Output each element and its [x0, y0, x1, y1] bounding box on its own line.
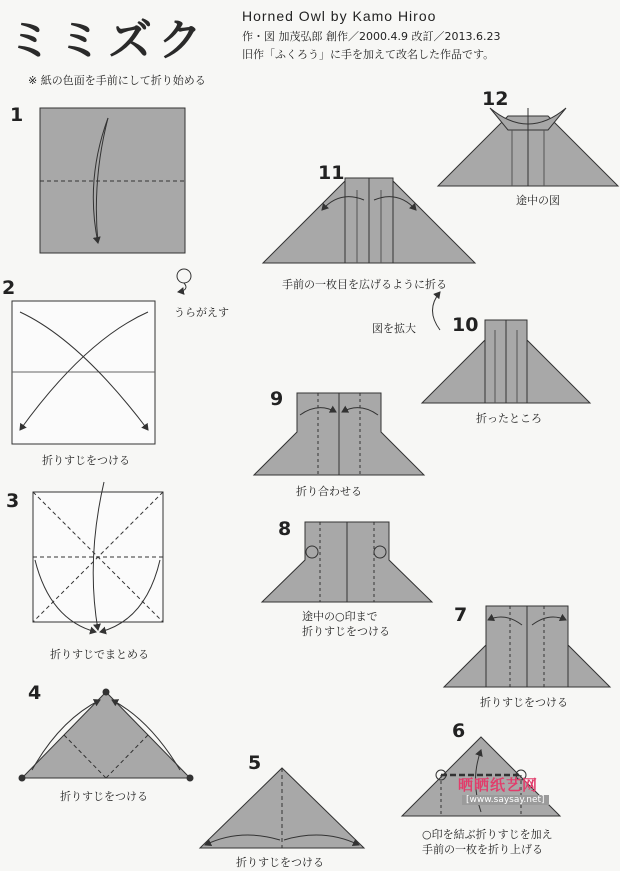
step5-diagram — [200, 768, 364, 848]
step-number: 7 — [454, 604, 468, 626]
step6-caption-2: 手前の一枚を折り上げる — [422, 843, 543, 856]
start-note: ※ 紙の色面を手前にして折り始める — [28, 74, 206, 87]
page-title: ミミズク — [8, 15, 208, 66]
history-line: 旧作「ふくろう」に手を加えて改名した作品です。 — [242, 48, 495, 61]
credits-line: 作・図 加茂弘郎 創作／2000.4.9 改訂／2013.6.23 — [242, 30, 501, 43]
step-number: 3 — [6, 490, 20, 512]
step10-extra: 図を拡大 — [372, 322, 416, 335]
step2-caption: 折りすじをつける — [42, 454, 130, 467]
step2-diagram — [12, 269, 191, 444]
step-number: 5 — [248, 752, 262, 774]
step10-diagram — [422, 292, 590, 403]
step8-caption-1: 途中の○印まで — [302, 610, 378, 623]
step-number: 8 — [278, 518, 292, 540]
step4-caption: 折りすじをつける — [60, 790, 148, 803]
watermark-site: 晒晒纸艺网 — [458, 776, 539, 794]
step12-diagram — [438, 108, 618, 186]
step-number: 6 — [452, 720, 466, 742]
step8-caption-2: 折りすじをつける — [302, 625, 390, 638]
step9-caption: 折り合わせる — [296, 485, 362, 498]
step-number: 4 — [28, 682, 42, 704]
step-number: 12 — [482, 88, 509, 110]
step4-diagram — [19, 689, 193, 781]
step3-caption: 折りすじでまとめる — [50, 648, 149, 661]
step11-caption: 手前の一枚目を広げるように折る — [282, 278, 447, 291]
step11-diagram — [263, 178, 475, 263]
step6-caption-1: ○印を結ぶ折りすじを加え — [422, 828, 553, 841]
step7-caption: 折りすじをつける — [480, 696, 568, 709]
step-number: 10 — [452, 314, 479, 336]
step-number: 1 — [10, 104, 24, 126]
step1-diagram — [40, 108, 185, 253]
step10-caption: 折ったところ — [476, 412, 542, 425]
step2-extra: うらがえす — [174, 306, 229, 319]
english-title: Horned Owl by Kamo Hiroo — [242, 8, 437, 24]
watermark-url: [www.saysay.net] — [462, 795, 549, 805]
step-number: 9 — [270, 388, 284, 410]
step-number: 11 — [318, 162, 345, 184]
step3-diagram — [33, 482, 163, 632]
step-number: 2 — [2, 277, 16, 299]
step5-caption: 折りすじをつける — [236, 856, 324, 869]
step12-caption: 途中の図 — [516, 194, 560, 207]
step7-diagram — [444, 606, 610, 687]
